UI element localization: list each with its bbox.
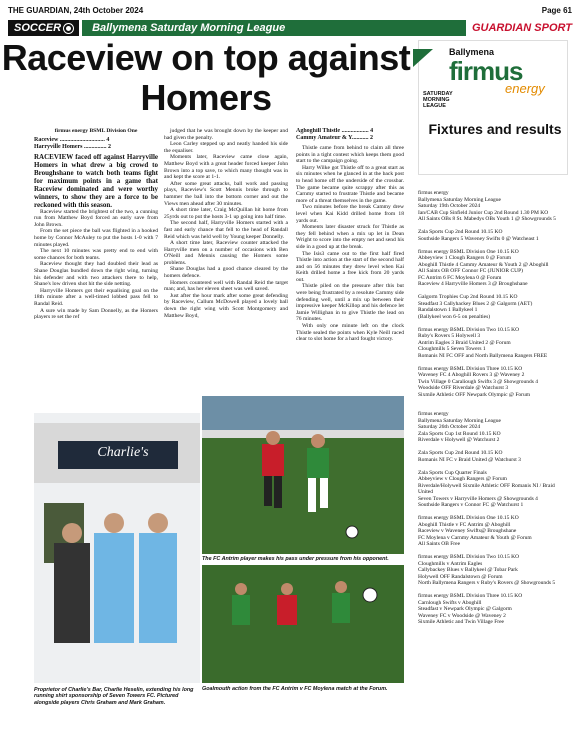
fixtures-list: [418, 190, 570, 730]
paragraph: Harry Wilke got Thistle off to a great start as six minutes when he glanced in at the back post to head home off the underside of the crossbar. The game became quite scrappy after this as Carnmy started to frustrate Thistle and became more of a threat themselves in the game.: [296, 164, 404, 204]
fixture-line: Zala Sports Cup 1st Round 10.15 KO: [418, 430, 501, 437]
fixture-line: Cloughmills v Antrim Eagles: [418, 560, 483, 567]
fixtures-heading: Fixtures and results: [428, 121, 562, 137]
photo-caption: The FC Antrim player makes his pass under pressure from his opponent.: [202, 556, 389, 562]
paragraph: A sure win made by Sam Donnelly, as the Homers players re set the ref: [34, 307, 158, 321]
fixture-line: firmus energy BSML Division Two 10.15 KO: [418, 554, 520, 560]
article-column-2: [164, 128, 288, 396]
league-label: SATURDAY MORNING LEAGUE: [423, 91, 453, 109]
firmus-logo: firmus: [449, 56, 523, 86]
paragraph: The second half, Harryville Homers started with a fast and early chance that fell to the head of Randall Reid which was held well by Young keeper Donnelly.: [164, 220, 288, 240]
paragraph: Moments later, Raceview came close again, Matthew Boyd with a great header forced keeper John Brown into a top save, to which many thought was in and kept the score at 1-1.: [164, 154, 288, 181]
paragraph: Leon Carley stepped up and neatly handed his side the equaliser.: [164, 141, 288, 154]
paragraph: Moments later disaster struck for Thistle as they fell behind when a mix up let in Dean Wright to score into the empty net and send his side in a good up at the break.: [296, 224, 404, 250]
fixture-line: Waveney FC v Woodside @ Waveney 2: [418, 612, 506, 619]
brand-logo: GUARDIAN SPORT: [471, 22, 572, 34]
fixture-line: FC Antrim 6 FC Moylena 0 @ Forum: [418, 274, 502, 281]
paragraph: Raceview thought they had doubled their lead as Shane Douglas bundled down the right wing, turning his defender and with two attackers there to help, Shane's low driven shot hit the side netting.: [34, 261, 158, 288]
fixture-line: Holywell OFF Randalstown @ Forum: [418, 573, 503, 580]
paragraph: Two minutes before the break Cammy drew level when Kai Kidd drilled home from 18 yards out.: [296, 204, 404, 224]
soccer-tag: [8, 20, 79, 36]
fixture-line: All Saints OB Free: [418, 541, 461, 547]
fixture-line: Seven Towers v Harryville Homers @ Showgrounds 4: [418, 495, 538, 502]
fixture-line: Zala Sports Cup 2nd Round 10.15 KO: [418, 229, 503, 235]
fixture-line: (Ballykeel won 6-5 on penalties): [418, 313, 491, 320]
score-line: Raceview .............................. 4: [34, 136, 110, 143]
goalmouth-caption: Goalmouth action from the FC Antrim v FC Moylena match at the Forum.: [202, 686, 388, 692]
fixture-line: Ian/CAB Cup Sinfield Junior Cup 2nd Round 1.30 PM KO: [418, 209, 549, 216]
fixture-line: Zala Sports Cup Quarter Finals: [418, 469, 487, 476]
fixture-line: Twin Village 0 Caraliough Swifts 3 @ Showgrounds 4: [418, 378, 539, 385]
sponsor-panel: [418, 40, 568, 175]
page-header: [8, 4, 572, 16]
fixture-line: Saturday 26th October 2024: [418, 424, 481, 430]
fixture-line: Southside Rangers 5 Waveney Swifts 0 @ Watcheast 1: [418, 235, 539, 242]
fixture-line: Callybackey Blues v Ballykeel @ Tobar Park: [418, 567, 518, 573]
headline: Raceview on top against Homers: [1, 37, 411, 118]
paragraph: The next 10 minutes was pretty end to end with some chances for both teams.: [34, 248, 158, 261]
paragraph: From the set piece the ball was flighted in a hooked home by Connor McAuley to put the hosts 1-0 with 7 minutes played.: [34, 228, 158, 248]
fixture-line: Randalstown 1 Ballykeel 1: [418, 307, 478, 313]
fixture-line: North Ballymena Rangers v Ruby's Rovers @ Showgrounds 5: [418, 580, 556, 586]
article-column-1: [34, 128, 158, 396]
fixture-line: firmus energy BSML Division Two 10.15 KO: [418, 326, 520, 333]
fixture-line: Abbeyview 1 Clough Rangers 0 @ Forum: [418, 255, 512, 261]
fixture-line: Aboghill Thistle v FC Antrim @ Aboghill: [418, 521, 511, 528]
paragraph: Thistle came from behind to claim all three points in a tight contest which keeps them good start to the campaign going.: [296, 145, 404, 165]
paragraph: With only one minute left on the clock Thistle sealed the points when Kyle Neill raced clear to slot home for a hard fought victory.: [296, 323, 404, 343]
fixture-line: Zala Sports Cup 2nd Round 10.15 KO: [418, 450, 503, 456]
section-label: SOCCER: [14, 22, 62, 34]
article-column-4: [296, 128, 404, 396]
fixture-line: Abbeyview v Clough Rangers @ Forum: [418, 476, 507, 482]
fixture-line: firmus energy BSML Division One 10.15 KO: [418, 248, 519, 255]
fixture-line: Carnlough Swifts v Aboghill: [418, 599, 482, 606]
fixture-line: Waveney FC 4 Aboghill Rovers 3 @ Waveney 2: [418, 372, 525, 378]
fixture-line: firmus energy: [418, 190, 449, 196]
match-photo-illustration: [202, 396, 404, 554]
energy-logo: energy: [505, 81, 545, 96]
paragraph: judged that he was brought down by the keeper and had given the penalty.: [164, 128, 288, 141]
fixture-line: firmus energy BSML Division One 10.15 KO: [418, 515, 519, 521]
paragraph: After some great attacks, ball work and passing plays, Raceview's Scott Mennis broke through to hammer the ball into the bottom corner and out the Views men ahead after 30 minutes.: [164, 180, 288, 207]
fixture-line: Ruby's Rovers 5 Holywell 3: [418, 333, 481, 339]
fixture-line: Ballymena Saturday Morning League: [418, 196, 501, 203]
bar-caption: Proprietor of Charlie's Bar, Charlie Heselin, extending his long running shirt sponsorship of Seven Towers FC. Pictured alongside players Chris Graham and Mark Graham.: [34, 687, 194, 706]
bar-sign: Charlie's: [97, 445, 149, 460]
paragraph: A short time later, Craig McQuillan hit home from 25yrds out to put the hosts 3-1 up going into half time.: [164, 207, 288, 220]
paragraph: Harryville Homers got their equalising goal on the 18th minute after a well-timed lobbed pass fell to Randal Reid.: [34, 287, 158, 307]
fixture-line: Riverdale v Holywell @ Watchurst 2: [418, 437, 500, 443]
score-line: Harryville Homers ............... 2: [34, 143, 111, 150]
fixture-line: Sixmile Athletic OFF Newpark Olympic @ Forum: [418, 391, 531, 398]
fixture-line: Cloughmills 5 Seven Towers 1: [418, 346, 486, 352]
fixture-line: Aboghill Thistle 4 Cammy Amateur & Youth 2 @ Aboghill: [418, 261, 549, 268]
fixture-line: Antrim Eagles 3 Braid United 2 @ Forum: [418, 339, 511, 346]
paragraph: Raceview started the brightest of the two, a cunning run from Matthew Boyd forced an early save from John Brown.: [34, 208, 158, 228]
fixture-line: Steadfast 3 Callyhackey Blues 2 @ Galgorm (AET): [418, 300, 533, 307]
fixture-line: Sixmile Athletic and Twin Village Free: [418, 619, 504, 625]
bar-photo: [34, 413, 200, 683]
fixture-line: Woodside OFF Riverdale @ Watchurst 3: [418, 385, 509, 391]
football-icon: [64, 24, 73, 33]
corner-accent: [413, 49, 433, 67]
lead-paragraph: RACEVIEW faced off against Harryville Homers in what drew a big crowd to Broughshane to watch both teams fight for maximum points in a game that Raceview dominated and were worthy winners, to show they are a force to be reckoned with this season.: [34, 152, 158, 209]
match-photo: [202, 396, 404, 554]
paragraph: A short time later, Raceview counter attacked the Harryville men on a number of occasions with Ben O'Neill and Mennis causing the Homers some problems.: [164, 240, 288, 266]
goalmouth-photo-illustration: [202, 565, 404, 683]
paragraph: The Isis3 came out to the first half fired Thistle into action at the start of the second half and on 56 minutes they drew level when Kai Keith drilled home a free kick from 20 yards out.: [296, 250, 404, 283]
paragraph: Just after the hour mark after some great defending by Raceview, Callum McDowell played a lovely ball down the right wing with Scott Montgomery and Matthew Boyd,: [164, 292, 288, 319]
fixtures-sidebar: [412, 40, 572, 730]
paragraph: Homers countered well with Randal Reid the target man; and, has her eleven sheet was well saved.: [164, 279, 288, 293]
fixture-line: firmus energy BSML Division Three 10.15 KO: [418, 593, 523, 599]
fixture-line: Southside Rangers v Connor FC @ Watchurst 1: [418, 502, 524, 508]
paragraph: Thistle piled on the pressure after this but were being frustrated by a resolute Carnmy side defending well, until a mix up between their impressive keeper McKillop and his defence let Jamie Willighan in to give Thistle the lead on 76 minutes.: [296, 283, 404, 323]
goalmouth-photo: [202, 565, 404, 683]
paragraph: Shane Douglas had a good chance cleared by the homers defence.: [164, 266, 288, 280]
issue-date: THE GUARDIAN, 24th October 2024: [8, 5, 144, 15]
fixture-line: Raceview 4 Harryville Homers 3 @ Broughshane: [418, 281, 528, 287]
fixture-line: FC Moylena v Carnmy Amateur & Youth @ Forum: [418, 534, 532, 541]
fixture-line: Riverdale/Holywell Sixmile Athletic OFF Romanis NI / Braid United: [418, 482, 555, 495]
fixture-line: Galgorm Trophies Cup 2nd Round 10.15 KO: [418, 294, 518, 300]
fixture-line: Steadfast v Newpark Olympic @ Galgorm: [418, 606, 512, 612]
fixture-line: All Saints OBs 8 St. Mabedys OBs Youth 1 @ Showgrounds 5: [418, 216, 556, 222]
fixture-line: Ballymena Saturday Morning League: [418, 417, 501, 424]
league-title: Ballymena Saturday Morning League: [82, 20, 466, 36]
fixture-line: firmus energy BSML Division Three 10.15 KO: [418, 365, 523, 372]
fixture-line: Raceview v Waveney Swifts@ Broughshane: [418, 528, 517, 534]
division-label: firmus energy BSML Division One: [54, 128, 138, 134]
fixture-line: firmus energy: [418, 411, 449, 417]
fixture-line: All Saints OB OFF Connor FC (JUNIOR CUP): [418, 268, 523, 274]
score-line: Cammy Amateur & Y........... 2: [296, 135, 373, 141]
logo-town: Ballymena: [449, 47, 495, 57]
fixture-line: Romanis NI FC v Braid United @ Watchurst 3: [418, 456, 521, 463]
fixture-line: Romanis NI FC OFF and North Ballymena Rangers FREE: [418, 352, 548, 359]
section-banner: [8, 20, 572, 36]
score-line: Aghoghill Thistle .................. 4: [296, 128, 374, 134]
fixture-line: Saturday 19th October 2024: [418, 203, 481, 209]
page-number: Page 61: [541, 5, 572, 15]
